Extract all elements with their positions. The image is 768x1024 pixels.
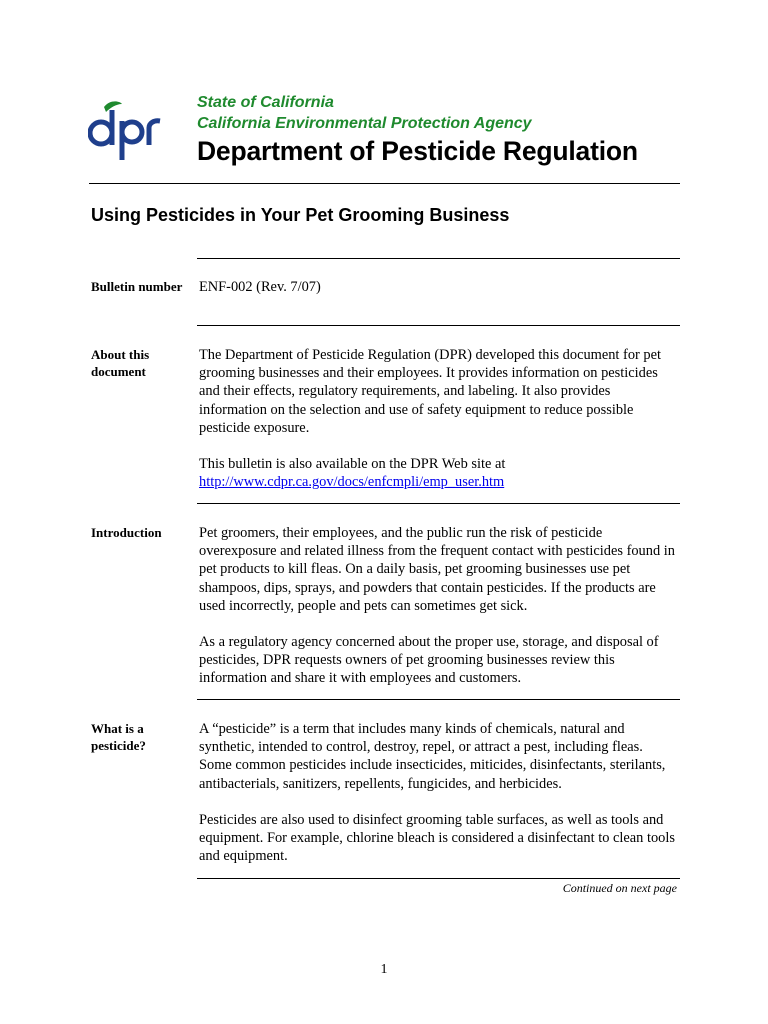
- paragraph-text: This bulletin is also available on the DPR Web site at: [199, 456, 506, 473]
- document-title: Using Pesticides in Your Pet Grooming Business: [91, 205, 510, 225]
- section-label: Bulletin number: [91, 279, 183, 294]
- section-divider: [197, 699, 680, 700]
- state-name: State of California: [197, 94, 334, 111]
- paragraph: The Department of Pesticide Regulation (DPR) developed this document for pet grooming businesses and their employees. It provides information on pesticides and their effects, regulatory requirements, and labeling. It also provides information on the selection and use of safety equipment to reduce possible pesticide exposure.: [199, 347, 661, 436]
- page-number: 1: [380, 962, 388, 977]
- paragraph: Pet groomers, their employees, and the public run the risk of pesticide overexposure and related illness from the frequent contact with pesticides found in pet products to kill fleas. On a daily basis, pet grooming businesses use pet shampoos, dips, sprays, and powders that contain pesticides. If the products are used incorrectly, people and pets can sometimes get sick.: [199, 525, 675, 614]
- section-label: About this document: [91, 347, 150, 379]
- section-body: [199, 346, 679, 491]
- paragraph: A “pesticide” is a term that includes many kinds of chemicals, natural and synthetic, intended to control, destroy, repel, or attract a pest, including fleas. Some common pesticides include insecticides, miticides, disinfectants, sterilants, antibacterials, sanitizers, repellents, fungicides, and herbicides.: [199, 721, 666, 792]
- paragraph: Pesticides are also used to disinfect grooming table surfaces, as well as tools and equipment. For example, chlorine bleach is considered a disinfectant to clean tools and equipment.: [199, 811, 675, 865]
- section-body: [199, 278, 679, 296]
- agency-name: California Environmental Protection Agency: [197, 115, 532, 132]
- section-divider: [197, 325, 680, 326]
- bulletin-number: ENF-002 (Rev. 7/07): [199, 279, 321, 295]
- section-body: [199, 720, 679, 865]
- department-name: Department of Pesticide Regulation: [197, 136, 638, 166]
- section-divider: [197, 258, 680, 259]
- header-divider: [89, 183, 680, 184]
- section-body: [199, 524, 679, 688]
- paragraph: As a regulatory agency concerned about the proper use, storage, and disposal of pesticides, DPR requests owners of pet grooming businesses review this information and share it with employees and customers.: [199, 634, 659, 687]
- continued-note: Continued on next page: [562, 881, 677, 895]
- paragraph: [199, 455, 679, 491]
- dpr-logo: [88, 100, 163, 162]
- section-label: Introduction: [91, 525, 162, 540]
- section-divider: [197, 503, 680, 504]
- section-label: What is a pesticide?: [91, 721, 146, 753]
- dpr-web-link[interactable]: http://www.cdpr.ca.gov/docs/enfcmpli/emp_user.htm: [199, 474, 505, 491]
- header-block: [197, 92, 638, 167]
- footer-divider: [197, 878, 680, 879]
